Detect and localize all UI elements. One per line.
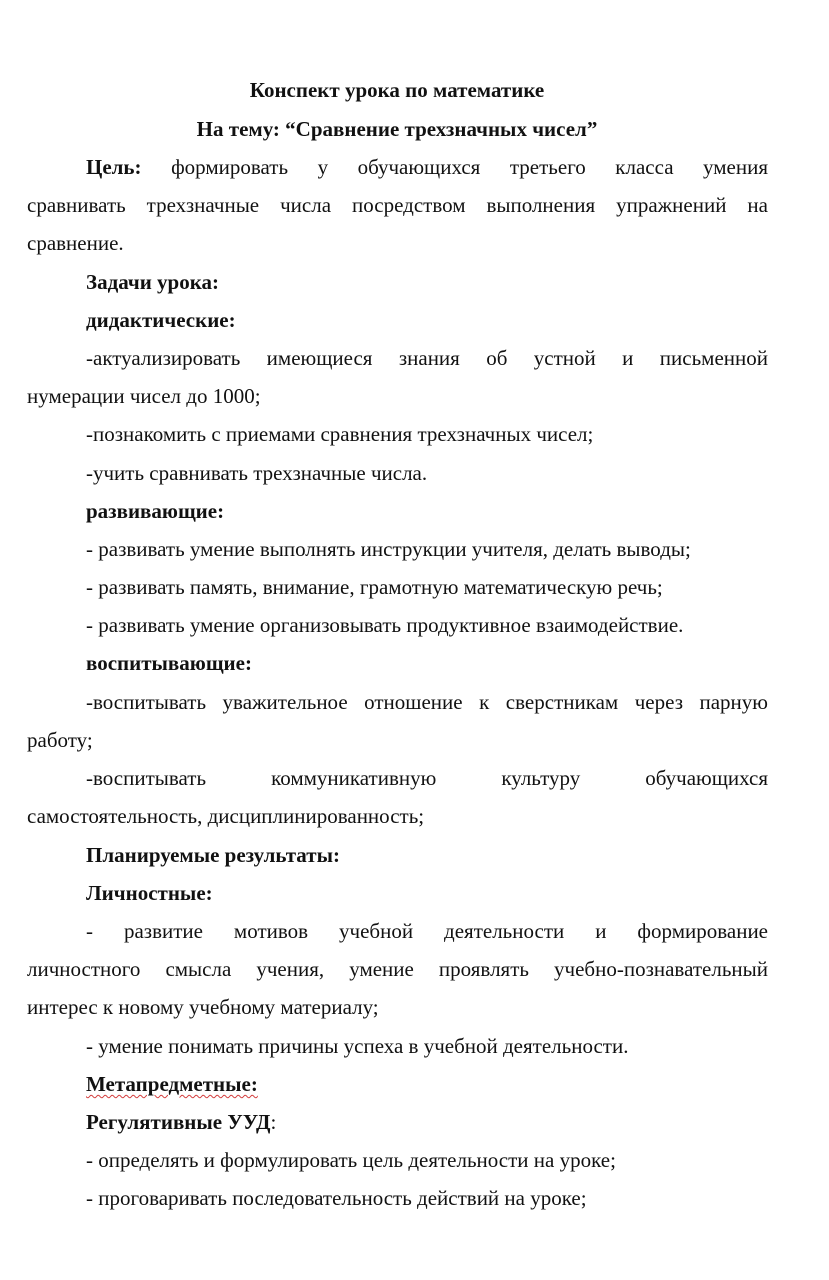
personal-item-1-line-3: интерес к новому учебному материалу; bbox=[27, 995, 379, 1019]
didactic-heading: дидактические: bbox=[86, 308, 236, 332]
educational-heading: воспитывающие: bbox=[86, 651, 252, 675]
didactic-item-1-line-1: -актуализировать имеющиеся знания об устной и письменной bbox=[86, 346, 768, 370]
goal-line-1 bbox=[86, 155, 768, 179]
document-subtitle: На тему: “Сравнение трехзначных чисел” bbox=[196, 117, 598, 141]
regulatory-colon: : bbox=[270, 1110, 277, 1134]
personal-item-1-line-1: - развитие мотивов учебной деятельности и формирование bbox=[86, 919, 768, 943]
developing-item-3: - развивать умение организовывать продуктивное взаимодействие. bbox=[86, 613, 684, 637]
educational-item-1-line-2: работу; bbox=[27, 728, 93, 752]
document-title: Конспект урока по математике bbox=[249, 78, 545, 102]
metasubject-heading-text: Метапредметные: bbox=[86, 1072, 258, 1096]
personal-item-1-line-2: личностного смысла учения, умение проявлять учебно-познавательный bbox=[27, 957, 768, 981]
tasks-heading: Задачи урока: bbox=[86, 270, 220, 294]
educational-item-1-line-1: -воспитывать уважительное отношение к сверстникам через парную bbox=[86, 690, 768, 714]
goal-line-2: сравнивать трехзначные числа посредством выполнения упражнений на bbox=[27, 193, 768, 217]
developing-heading: развивающие: bbox=[86, 499, 225, 523]
developing-item-2: - развивать память, внимание, грамотную математическую речь; bbox=[86, 575, 663, 599]
personal-item-2: - умение понимать причины успеха в учебной деятельности. bbox=[86, 1034, 629, 1058]
personal-heading: Личностные: bbox=[86, 881, 213, 905]
regulatory-item-1: - определять и формулировать цель деятельности на уроке; bbox=[86, 1148, 616, 1172]
educational-item-2-line-2: самостоятельность, дисциплинированность; bbox=[27, 804, 425, 828]
results-heading: Планируемые результаты: bbox=[86, 843, 340, 867]
didactic-item-1-line-2: нумерации чисел до 1000; bbox=[27, 384, 261, 408]
goal-label: Цель: bbox=[86, 155, 142, 179]
regulatory-heading bbox=[86, 1110, 276, 1134]
educational-item-2-line-1: -воспитывать коммуникативную культуру обучающихся bbox=[86, 766, 768, 790]
metasubject-heading bbox=[86, 1072, 258, 1096]
goal-line-3: сравнение. bbox=[27, 231, 124, 255]
regulatory-item-2: - проговаривать последовательность действий на уроке; bbox=[86, 1186, 587, 1210]
didactic-item-2: -познакомить с приемами сравнения трехзначных чисел; bbox=[86, 422, 594, 446]
didactic-item-3: -учить сравнивать трехзначные числа. bbox=[86, 461, 428, 485]
regulatory-heading-text: Регулятивные УУД bbox=[86, 1110, 271, 1134]
goal-text-1: формировать у обучающихся третьего класса умения bbox=[171, 155, 769, 179]
developing-item-1: - развивать умение выполнять инструкции учителя, делать выводы; bbox=[86, 537, 691, 561]
